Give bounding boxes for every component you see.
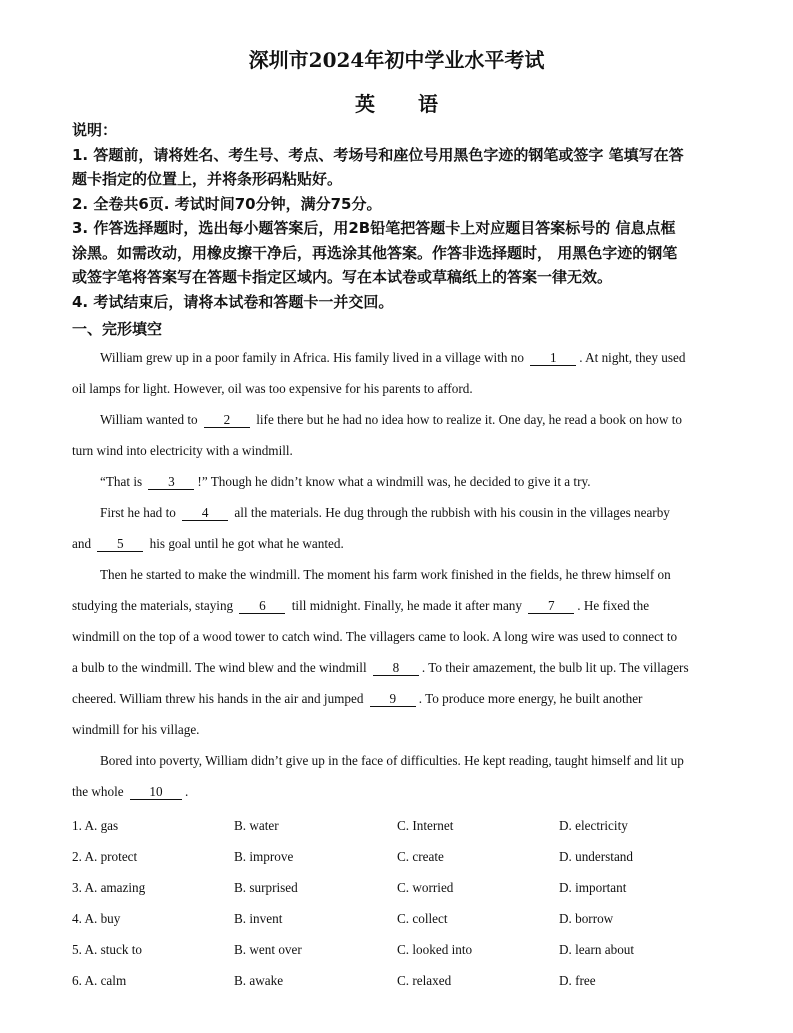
passage-text: the whole <box>72 784 127 799</box>
option-choice: B. went over <box>234 942 302 957</box>
passage-text: life there but he had no idea how to realize it. One day, he read a book on how to <box>252 412 682 427</box>
exam-title: 深圳市2024年初中学业水平考试 <box>248 48 545 72</box>
passage-line <box>72 528 722 559</box>
answer-blank: 8 <box>373 661 419 676</box>
instruction-line: 1. 答题前，请将姓名、考生号、考点、考场号和座位号用黑色字迹的钢笔或签字 笔填写在答 <box>72 145 684 164</box>
passage-text: windmill on the top of a wood tower to catch wind. The villagers came to look. A long wire was used to connect to <box>72 629 678 644</box>
option-choice: C. Internet <box>397 818 454 833</box>
passage-line <box>72 373 722 404</box>
answer-blank: 6 <box>239 599 285 614</box>
option-choice: C. collect <box>397 911 448 926</box>
passage-line <box>72 776 722 807</box>
passage-text: windmill for his village. <box>72 722 200 737</box>
passage-line <box>72 466 722 497</box>
option-row <box>72 965 732 996</box>
option-choice: D. free <box>559 973 596 988</box>
option-choice: C. worried <box>397 880 454 895</box>
option-choice: 2. A. protect <box>72 849 138 864</box>
option-choice: 4. A. buy <box>72 911 121 926</box>
passage-text: “That is <box>100 474 146 489</box>
passage-text: his goal until he got what he wanted. <box>146 536 344 551</box>
option-row <box>72 934 732 965</box>
answer-blank: 1 <box>530 351 576 366</box>
passage-text: Bored into poverty, William didn’t give up in the face of difficulties. He kept reading, taught himself and lit up <box>100 753 684 768</box>
instruction-line: 3. 作答选择题时，选出每小题答案后，用2B铅笔把答题卡上对应题目答案标号的 信息点框 <box>72 219 676 237</box>
option-choice: B. awake <box>234 973 284 988</box>
passage-line <box>72 404 722 435</box>
passage-text: till midnight. Finally, he made it after many <box>288 598 526 613</box>
option-choice: D. learn about <box>559 942 635 957</box>
option-choice: B. invent <box>234 911 283 926</box>
passage-line <box>72 559 722 590</box>
answer-blank: 4 <box>182 506 228 521</box>
option-choice: C. looked into <box>397 942 473 957</box>
option-choice: D. understand <box>559 849 633 864</box>
passage-text: studying the materials, staying <box>72 598 237 613</box>
answer-blank: 7 <box>528 599 574 614</box>
passage-text: . He fixed the <box>577 598 650 613</box>
passage-line <box>72 435 722 466</box>
option-choice: 1. A. gas <box>72 818 119 833</box>
answer-blank: 3 <box>148 475 194 490</box>
instruction-line: 题卡指定的位置上，并将条形码粘贴好。 <box>72 170 343 188</box>
option-row <box>72 841 732 872</box>
passage-line <box>72 652 722 683</box>
instructions-label: 说明： <box>72 121 118 139</box>
option-row <box>72 872 732 903</box>
passage-line <box>72 683 722 714</box>
passage-text: !” Though he didn’t know what a windmill was, he decided to give it a try. <box>197 474 591 489</box>
passage-text: . <box>184 784 189 799</box>
passage-line <box>72 745 722 776</box>
passage-text: oil lamps for light. However, oil was too expensive for his parents to afford. <box>72 381 473 396</box>
option-choice: 6. A. calm <box>72 973 127 988</box>
answer-blank: 9 <box>370 692 416 707</box>
option-choice: C. create <box>397 849 444 864</box>
passage-text: all the materials. He dug through the rubbish with his cousin in the villages nearby <box>231 505 670 520</box>
passage-line <box>72 590 722 621</box>
passage-text: . To their amazement, the bulb lit up. The villagers <box>421 660 689 675</box>
passage-text: William grew up in a poor family in Africa. His family lived in a village with no <box>100 350 528 365</box>
answer-blank: 5 <box>97 537 143 552</box>
passage-line <box>72 621 722 652</box>
passage-line <box>72 497 722 528</box>
cloze-passage <box>72 342 722 807</box>
option-choice: C. relaxed <box>397 973 452 988</box>
option-choice: D. important <box>559 880 627 895</box>
subject-title: 英 语 <box>355 92 456 116</box>
option-choice: B. improve <box>234 849 294 864</box>
option-choice: 3. A. amazing <box>72 880 146 895</box>
option-choice: 5. A. stuck to <box>72 942 142 957</box>
passage-text: William wanted to <box>100 412 201 427</box>
passage-text: turn wind into electricity with a windmill. <box>72 443 293 458</box>
passage-text: a bulb to the windmill. The wind blew and the windmill <box>72 660 370 675</box>
instructions <box>72 118 732 314</box>
option-choice: D. electricity <box>559 818 628 833</box>
passage-line <box>72 342 722 373</box>
option-row <box>72 810 732 841</box>
passage-text: and <box>72 536 95 551</box>
option-row <box>72 903 732 934</box>
option-choice: B. water <box>234 818 279 833</box>
instruction-line: 或签字笔将答案写在答题卡指定区域内。写在本试卷或草稿纸上的答案一律无效。 <box>72 268 613 286</box>
option-choice: B. surprised <box>234 880 298 895</box>
passage-text: . At night, they used <box>579 350 686 365</box>
answer-blank: 2 <box>204 413 250 428</box>
answer-blank: 10 <box>130 785 182 800</box>
passage-line <box>72 714 722 745</box>
passage-text: First he had to <box>100 505 180 520</box>
answer-options <box>72 810 732 996</box>
passage-text: Then he started to make the windmill. The moment his farm work finished in the fields, he threw himself on <box>100 567 671 582</box>
option-choice: D. borrow <box>559 911 614 926</box>
section-title: 一、完形填空 <box>72 320 163 338</box>
passage-text: cheered. William threw his hands in the air and jumped <box>72 691 367 706</box>
passage-text: . To produce more energy, he built another <box>418 691 643 706</box>
instruction-line: 涂黑。如需改动，用橡皮擦干净后，再选涂其他答案。作答非选择题时， 用黑色字迹的钢笔 <box>72 243 678 262</box>
instruction-line: 4. 考试结束后，请将本试卷和答题卡一并交回。 <box>72 292 394 311</box>
instruction-line: 2. 全卷共6页. 考试时间70分钟，满分75分。 <box>72 194 382 213</box>
